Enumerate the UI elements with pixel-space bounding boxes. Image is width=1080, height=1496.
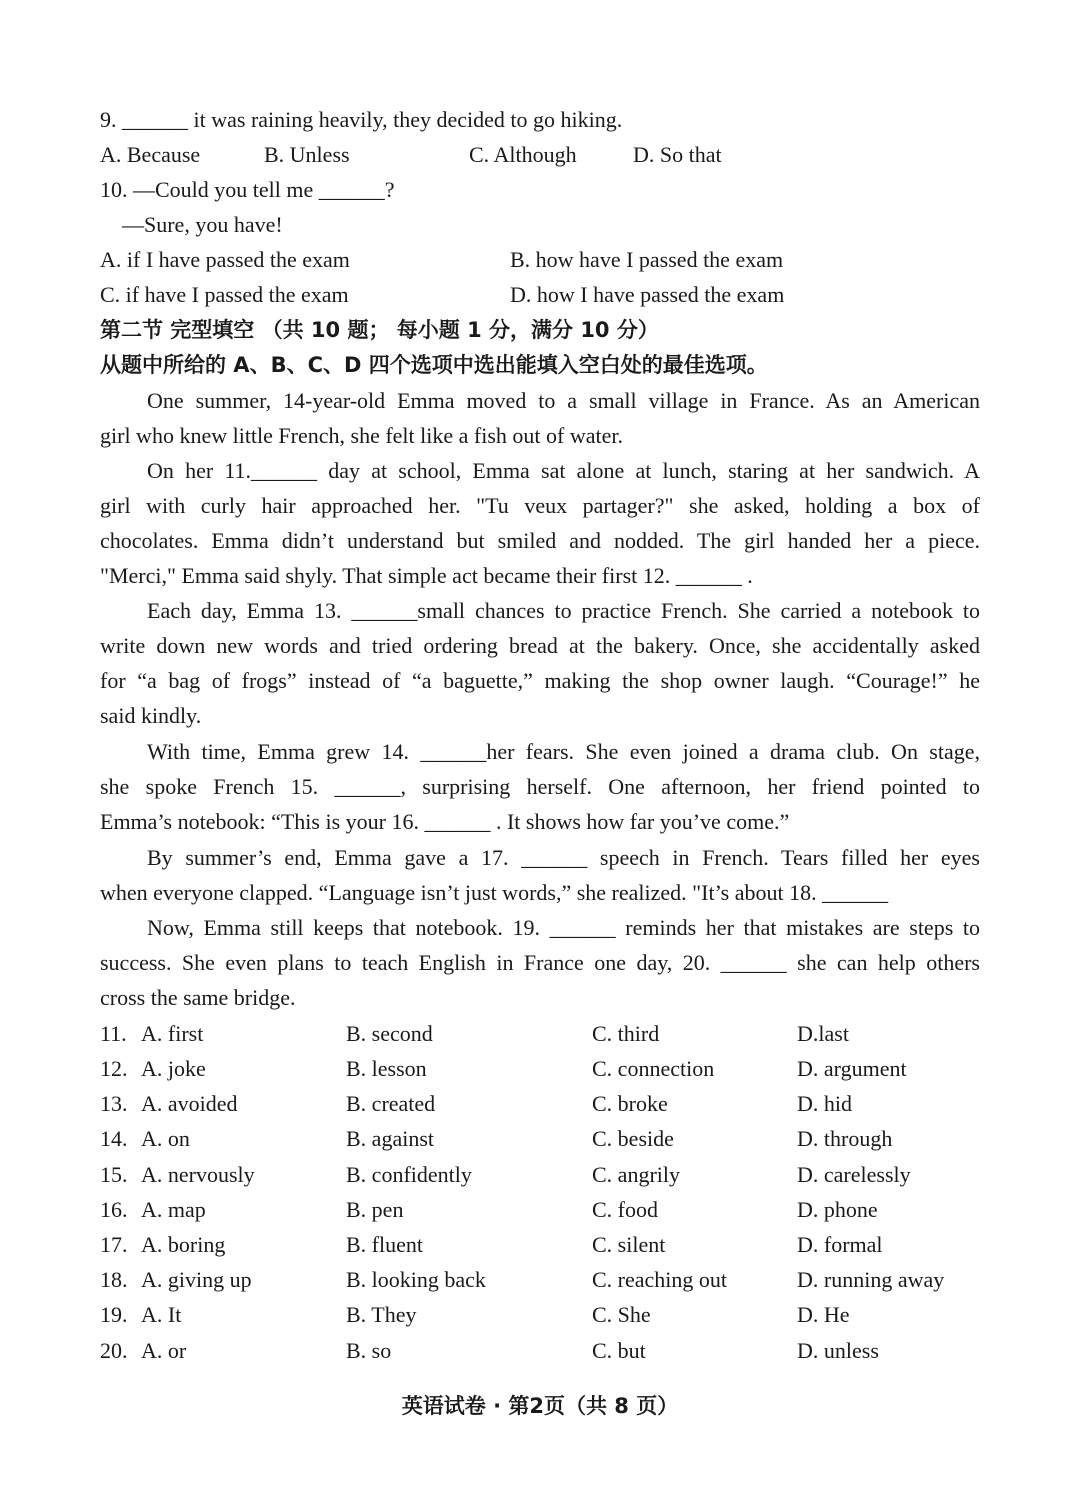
passage-line: On her 11.______ day at school, Emma sat alone at lunch, staring at her sandwich. A (147, 458, 980, 483)
choice-option-b: B. so (346, 1338, 392, 1363)
choice-option-d: D. running away (797, 1267, 945, 1292)
choice-option-a: A. boring (141, 1232, 226, 1257)
choice-option-a: A. first (141, 1021, 204, 1046)
choice-option-a: A. avoided (141, 1091, 238, 1116)
choice-option-a: A. nervously (141, 1162, 255, 1187)
passage-line: By summer’s end, Emma gave a 17. ______ speech in French. Tears filled her eyes (147, 845, 980, 870)
choice-option-b: B. fluent (346, 1232, 423, 1257)
passage-line: girl who knew little French, she felt like a fish out of water. (100, 423, 623, 448)
question-10-option-a: A. if I have passed the exam (100, 247, 350, 272)
passage-line: With time, Emma grew 14. ______her fears. She even joined a drama club. On stage, (147, 739, 980, 764)
question-10-response: —Sure, you have! (122, 212, 283, 237)
choice-option-b: B. confidently (346, 1162, 472, 1187)
question-9-option-d: D. So that (633, 142, 722, 167)
passage-line: write down new words and tried ordering bread at the bakery. Once, she accidentally asked (100, 633, 980, 658)
choice-option-c: C. food (592, 1197, 658, 1222)
choice-number: 14. (100, 1126, 128, 1151)
page-footer: 英语试卷 · 第2页（共 8 页） (401, 1394, 679, 1418)
choice-option-c: C. connection (592, 1056, 715, 1081)
choice-option-b: B. created (346, 1091, 436, 1116)
choice-number: 12. (100, 1056, 128, 1081)
choice-option-a: A. map (141, 1197, 206, 1222)
choice-number: 18. (100, 1267, 128, 1292)
choice-number: 16. (100, 1197, 128, 1222)
passage-line: for “a bag of frogs” instead of “a baguette,” making the shop owner laugh. “Courage!” he (100, 668, 980, 693)
choice-option-a: A. It (141, 1302, 182, 1327)
choice-option-d: D. hid (797, 1091, 852, 1116)
choice-option-d: D. phone (797, 1197, 878, 1222)
passage-line: Emma’s notebook: “This is your 16. ______ . It shows how far you’ve come.” (100, 809, 790, 834)
passage-line: success. She even plans to teach English in France one day, 20. ______ she can help others (100, 950, 980, 975)
choice-option-d: D.last (797, 1021, 849, 1046)
choice-option-a: A. joke (141, 1056, 206, 1081)
passage-line: girl with curly hair approached her. "Tu veux partager?" she asked, holding a box of (100, 493, 980, 518)
question-9-stem: 9. ______ it was raining heavily, they decided to go hiking. (100, 107, 623, 132)
section-heading: 第二节 完型填空 （共 10 题； 每小题 1 分，满分 10 分） (100, 318, 659, 342)
choice-option-c: C. beside (592, 1126, 674, 1151)
choice-option-a: A. or (141, 1338, 187, 1363)
choice-option-b: B. lesson (346, 1056, 427, 1081)
choice-option-b: B. against (346, 1126, 434, 1151)
choice-option-c: C. She (592, 1302, 651, 1327)
passage-line: "Merci," Emma said shyly. That simple act became their first 12. ______ . (100, 563, 753, 588)
choice-number: 20. (100, 1338, 128, 1363)
choice-option-c: C. angrily (592, 1162, 680, 1187)
choice-option-d: D. He (797, 1302, 850, 1327)
passage-line: said kindly. (100, 703, 202, 728)
choice-option-b: B. They (346, 1302, 417, 1327)
choice-option-b: B. looking back (346, 1267, 486, 1292)
question-9-option-b: B. Unless (264, 142, 350, 167)
choice-number: 13. (100, 1091, 128, 1116)
choice-option-b: B. pen (346, 1197, 404, 1222)
question-10-option-c: C. if have I passed the exam (100, 282, 349, 307)
passage-line: she spoke French 15. ______, surprising herself. One afternoon, her friend pointed to (100, 774, 980, 799)
choice-number: 11. (100, 1021, 127, 1046)
choice-option-d: D. formal (797, 1232, 883, 1257)
choice-option-d: D. through (797, 1126, 893, 1151)
question-10-stem: 10. —Could you tell me ______? (100, 177, 395, 202)
choice-option-c: C. third (592, 1021, 660, 1046)
choice-option-d: D. unless (797, 1338, 879, 1363)
choice-option-c: C. silent (592, 1232, 666, 1257)
passage-line: Now, Emma still keeps that notebook. 19. ______ reminds her that mistakes are steps to (147, 915, 980, 940)
choice-option-c: C. broke (592, 1091, 668, 1116)
question-10-option-b: B. how have I passed the exam (510, 247, 784, 272)
passage-line: Each day, Emma 13. ______small chances to practice French. She carried a notebook to (147, 598, 980, 623)
passage-line: chocolates. Emma didn’t understand but smiled and nodded. The girl handed her a piece. (100, 528, 980, 553)
choice-option-d: D. carelessly (797, 1162, 911, 1187)
choice-option-a: A. on (141, 1126, 190, 1151)
choice-option-d: D. argument (797, 1056, 907, 1081)
passage-line: One summer, 14-year-old Emma moved to a small village in France. As an American (147, 388, 980, 413)
choice-number: 19. (100, 1302, 128, 1327)
choice-option-c: C. but (592, 1338, 646, 1363)
question-10-option-d: D. how I have passed the exam (510, 282, 785, 307)
choice-option-b: B. second (346, 1021, 433, 1046)
choice-number: 15. (100, 1162, 128, 1187)
question-9-option-a: A. Because (100, 142, 201, 167)
section-instruction: 从题中所给的 A、B、C、D 四个选项中选出能填入空白处的最佳选项。 (100, 353, 768, 377)
passage-line: cross the same bridge. (100, 985, 296, 1010)
choice-option-c: C. reaching out (592, 1267, 728, 1292)
question-9-option-c: C. Although (469, 142, 577, 167)
choice-number: 17. (100, 1232, 128, 1257)
choice-option-a: A. giving up (141, 1267, 252, 1292)
passage-line: when everyone clapped. “Language isn’t just words,” she realized. "It’s about 18. ______ (100, 880, 889, 905)
